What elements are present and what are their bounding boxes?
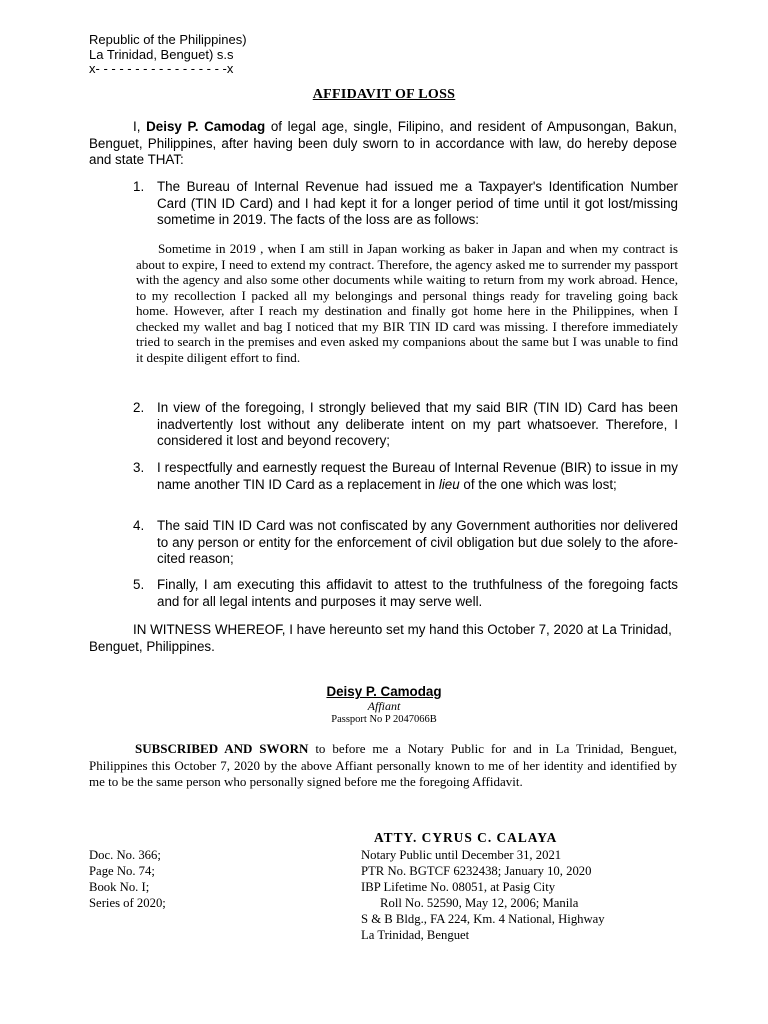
- list-item: [133, 400, 678, 450]
- item-text: In view of the foregoing, I strongly believed that my said BIR (TIN ID) Card has been inadvertently lost without any deliberate intent on my part whatsoever. Therefore, I considered it lost and beyond recovery;: [157, 400, 678, 448]
- notary-name: ATTY. CYRUS C. CALAYA: [374, 830, 558, 845]
- item-number: 4.: [133, 518, 145, 533]
- venue-line: Republic of the Philippines): [89, 32, 247, 47]
- list-item: [133, 179, 678, 229]
- item-number: 3.: [133, 460, 145, 475]
- item-text: The said TIN ID Card was not confiscated by any Government authorities nor delivered to any person or entity for the enforcement of civil obligation but due solely to the afore-cited reason;: [157, 518, 678, 566]
- item-text-pre: I respectfully and earnestly request the Bureau of Internal Revenue (BIR) to issue in my name another TIN ID Card as a replacement in: [157, 460, 678, 492]
- affiant-name: Deisy P. Camodag: [146, 119, 266, 134]
- venue-line: La Trinidad, Benguet) s.s: [89, 46, 234, 62]
- jurat-rest: to before me a Notary Public for and in La Trinidad, Benguet, Philippines this October 7, 2020 by the above Affiant personally known to me of her identity and identified by me to be the same person who personally signed before me the foregoing Affidavit.: [89, 741, 678, 789]
- signer-name: Deisy P. Camodag: [326, 684, 442, 699]
- document-title: AFFIDAVIT OF LOSS: [312, 87, 456, 102]
- doc-ref-line: Doc. No. 366;: [89, 848, 161, 862]
- venue-line: x- - - - - - - - - - - - - - - - -x: [89, 61, 234, 76]
- doc-reference-block: [89, 847, 166, 911]
- list-item: [133, 518, 678, 568]
- notary-line: PTR No. BGTCF 6232438; January 10, 2020: [361, 864, 592, 878]
- narrative-paragraph: Sometime in 2019 , when I am still in Japan working as baker in Japan and when my contract is about to expire, I need to extend my contract. Therefore, the agency asked me to surrender my passport with the agency and also some other documents while waiting to return from my work abroad. Hence, to my recollection I packed all my belongings and personal things ready for traveling going back home. However, after I reach my destination and finally got home here in the Philippines, when I checked my wallet and bag I noticed that my BIR TIN ID card was missing. I therefore immediately tried to search in the premises and even asked my companions about the same but I was unable to find it despite diligent effort to find.: [136, 241, 678, 365]
- list-item: [133, 577, 678, 610]
- item-text-emphasis: lieu: [438, 476, 460, 492]
- notary-line: Roll No. 52590, May 12, 2006; Manila: [361, 896, 579, 910]
- notary-line: La Trinidad, Benguet: [361, 928, 470, 942]
- affiant-signature-block: [0, 684, 768, 726]
- witness-paragraph: IN WITNESS WHEREOF, I have hereunto set my hand this October 7, 2020 at La Trinidad, Benguet, Philippines.: [89, 622, 672, 654]
- item-text: [157, 460, 678, 493]
- item-text: Finally, I am executing this affidavit to attest to the truthfulness of the foregoing facts and for all legal intents and purposes it may serve well.: [157, 577, 678, 609]
- item-number: 5.: [133, 577, 145, 592]
- item-text: The Bureau of Internal Revenue had issued me a Taxpayer's Identification Number Card (TIN ID Card) and I had kept it for a longer period of time until it got lost/missing sometime in 2019. The facts of the loss are as follows:: [157, 179, 678, 227]
- venue-block: [89, 33, 247, 77]
- jurat-lead: SUBSCRIBED AND SWORN: [135, 741, 309, 756]
- intro-pre: I,: [133, 119, 147, 134]
- signer-role: Affiant: [367, 699, 401, 713]
- passport-number: Passport No P 2047066B: [331, 714, 437, 725]
- doc-ref-line: Book No. I;: [89, 880, 150, 894]
- notary-line: S & B Bldg., FA 224, Km. 4 National, Highway: [361, 912, 605, 926]
- jurat-paragraph: [89, 741, 677, 791]
- intro-paragraph: [89, 119, 677, 169]
- notary-details-block: [361, 847, 605, 943]
- doc-ref-line: Page No. 74;: [89, 864, 155, 878]
- doc-ref-line: Series of 2020;: [89, 896, 166, 910]
- notary-line: Notary Public until December 31, 2021: [361, 848, 562, 862]
- notary-line: IBP Lifetime No. 08051, at Pasig City: [361, 880, 556, 894]
- item-number: 1.: [133, 179, 145, 194]
- item-text-post: of the one which was lost;: [459, 476, 617, 492]
- intro-post: of legal age, single, Filipino, and resident of Ampusongan, Bakun, Benguet, Philippines, after having been duly sworn to in accordance with law, do hereby depose and state THAT:: [89, 119, 678, 167]
- item-number: 2.: [133, 400, 145, 415]
- list-item: [133, 460, 678, 493]
